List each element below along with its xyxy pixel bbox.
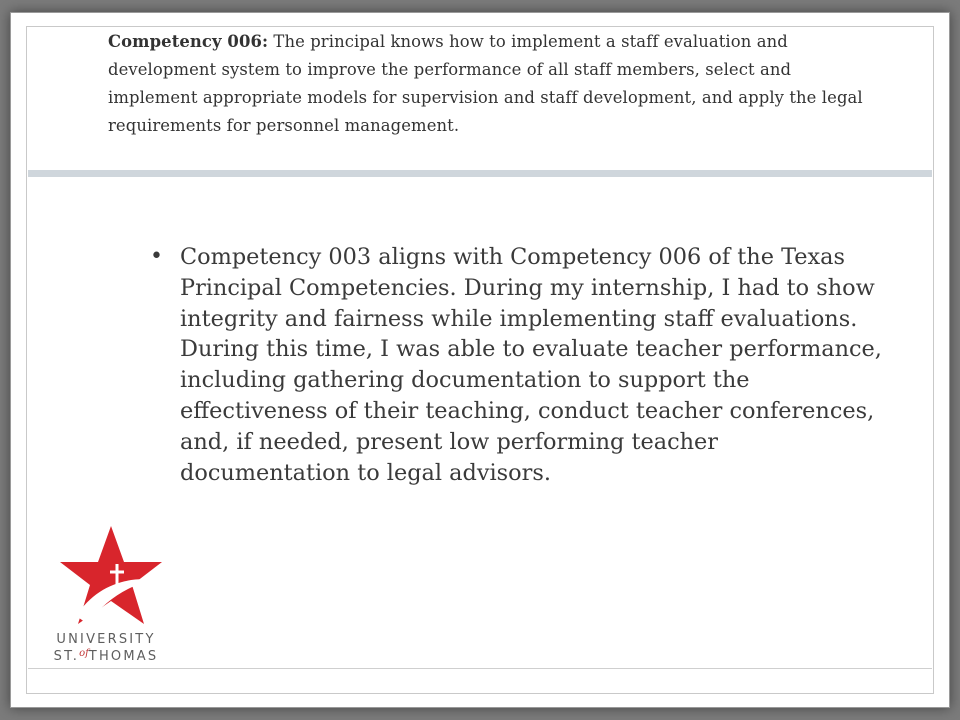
bullet-marker: •	[150, 244, 163, 269]
logo-text-thomas: THOMAS	[88, 649, 159, 664]
body-paragraph: Competency 003 aligns with Competency 006 of the Texas Principal Competencies. During my internship, I had to show integrity and fairness while implementing staff evaluations. During this time, I was able to evaluate teacher performance, including gathering documentation to support the effectiveness of their teaching, conduct teacher conferences, and, if needed, present low performing teacher documentation to legal advisors.	[180, 244, 882, 486]
competency-title	[108, 28, 868, 140]
title-divider	[28, 170, 932, 177]
body-list	[150, 242, 890, 488]
footer-divider	[28, 668, 932, 669]
logo-text-st: ST.	[53, 649, 80, 664]
logo-text-st-thomas	[40, 648, 172, 664]
star-icon	[60, 526, 162, 624]
logo-text-university: UNIVERSITY	[56, 632, 156, 647]
slide-frame	[10, 12, 950, 708]
logo-text-of: of	[79, 648, 89, 659]
competency-label: Competency 006:	[108, 32, 269, 51]
competency-description: The principal knows how to implement a staff evaluation and development system to improve the performance of all staff members, select and implement appropriate models for supervision and staff development, and apply the legal requirements for personnel management.	[108, 32, 863, 135]
body-list-item	[150, 242, 890, 488]
